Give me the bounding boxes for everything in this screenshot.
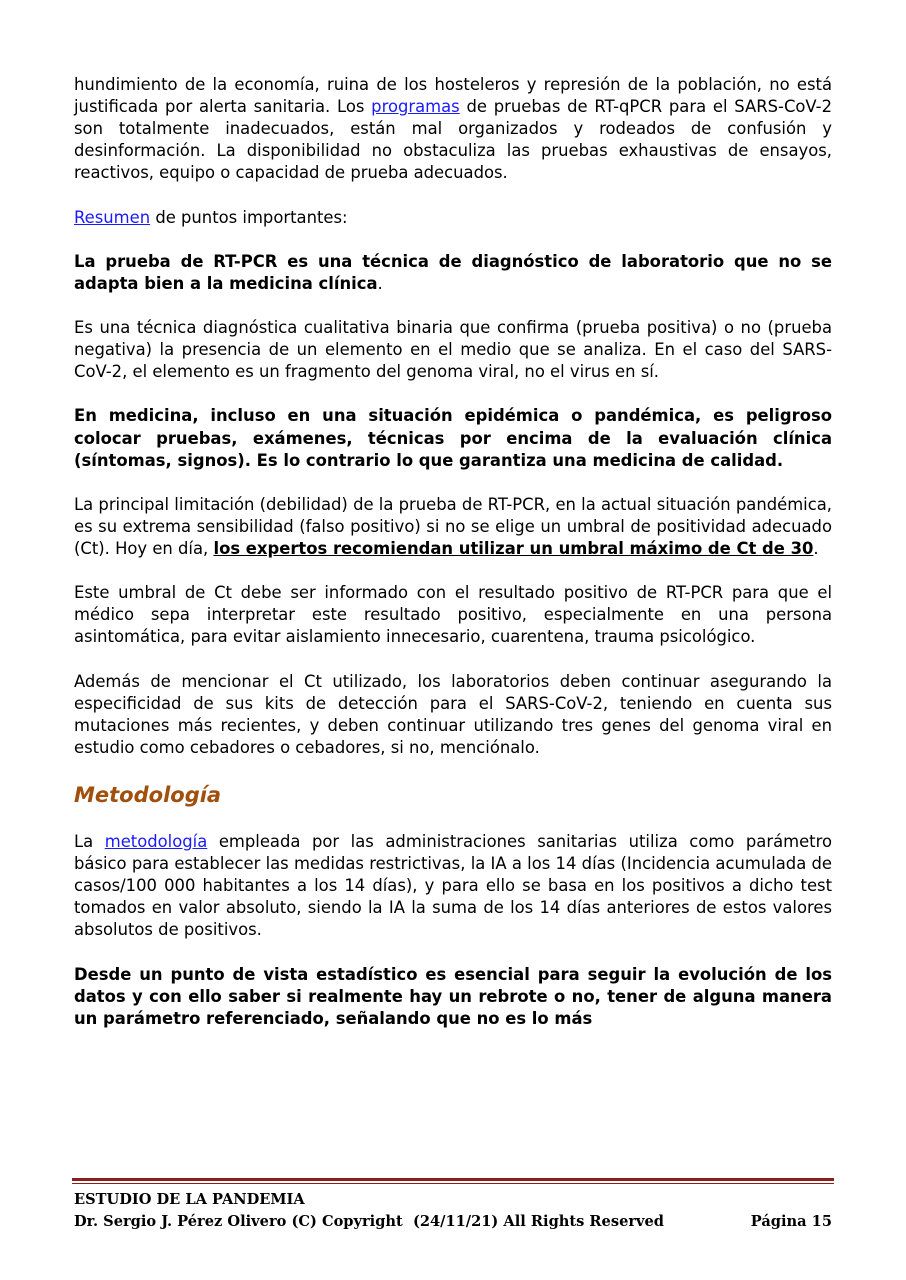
ct-threshold-emphasis: los expertos recomiendan utilizar un umbral máximo de Ct de 30 — [213, 538, 814, 558]
footer-rule-thin — [72, 1183, 834, 1184]
document-body — [74, 74, 832, 1030]
paragraph-methodology: La metodología empleada por las administraciones sanitarias utiliza como parámetro básico para establecer las medidas restrictivas, la IA a los 14 días (Incidencia acumulada de casos/100 000 habitantes a los 14 días), y para ello se basa en los positivos a dicho test tomados en valor absoluto, siendo la IA la suma de los 14 días anteriores de estos valores absolutos de positivos. — [74, 832, 832, 940]
paragraph-ct-report: Este umbral de Ct debe ser informado con el resultado positivo de RT-PCR para que el médico sepa interpretar este resultado positivo, especialmente en una persona asintomática, para evitar aislamiento innecesario, cuarentena, trauma psicológico. — [74, 583, 832, 647]
paragraph-qualitative: Es una técnica diagnóstica cualitativa binaria que confirma (prueba positiva) o no (prueba negativa) la presencia de un elemento en el medio que se analiza. En el caso del SARS-CoV-2, el elemento es un fragmento del genoma viral, no el virus en sí. — [74, 318, 832, 382]
footer-copyright: Dr. Sergio J. Pérez Olivero (C) Copyright (24/11/21) All Rights Reserved — [74, 1213, 665, 1230]
programas-link[interactable]: programas — [371, 97, 460, 117]
page-number: Página 15 — [750, 1213, 832, 1230]
paragraph-limitation: La principal limitación (debilidad) de la prueba de RT-PCR, en la actual situación pandémica, es su extrema sensibilidad (falso positivo) si no se elige un umbral de positividad adecuado (Ct). Hoy en día, los expertos recomiendan utilizar un umbral máximo de Ct de 30. — [74, 494, 832, 558]
metodologia-link[interactable]: metodología — [104, 832, 208, 851]
paragraph-rtpcr-technique: La prueba de RT-PCR es una técnica de diagnóstico de laboratorio que no se adapta bien a la medicina clínica. — [74, 251, 832, 293]
paragraph-summary-intro: Resumen de puntos importantes: — [74, 207, 348, 227]
section-heading-metodologia: Metodología — [74, 783, 222, 807]
paragraph-statistics-bold: Desde un punto de vista estadístico es esencial para seguir la evolución de los datos y con ello saber si realmente hay un rebrote o no, tener de alguna manera un parámetro referenciado, señalando que no es lo más — [74, 964, 832, 1028]
paragraph-specificity: Además de mencionar el Ct utilizado, los laboratorios deben continuar asegurando la especificidad de sus kits de detección para el SARS-CoV-2, teniendo en cuenta sus mutaciones más recientes, y deben continuar utilizando tres genes del genoma viral en estudio como cebadores o cebadores, si no, menciónalo. — [74, 671, 832, 757]
paragraph-medicine-bold: En medicina, incluso en una situación epidémica o pandémica, es peligroso colocar pruebas, exámenes, técnicas por encima de la evaluación clínica (síntomas, signos). Es lo contrario lo que garantiza una medicina de calidad. — [74, 406, 832, 470]
footer-rule-thick — [72, 1178, 834, 1181]
paragraph-economy: hundimiento de la economía, ruina de los hosteleros y represión de la población, no está justificada por alerta sanitaria. Los programas de pruebas de RT-qPCR para el SARS-CoV-2 son totalmente inadecuados, están mal organizados y rodeados de confusión y desinformación. La disponibilidad no obstaculiza las pruebas exhaustivas de ensayos, reactivos, equipo o capacidad de prueba adecuados. — [74, 75, 833, 183]
footer-title: ESTUDIO DE LA PANDEMIA — [74, 1191, 305, 1208]
page-footer — [74, 1189, 832, 1233]
resumen-link[interactable]: Resumen — [74, 207, 151, 227]
